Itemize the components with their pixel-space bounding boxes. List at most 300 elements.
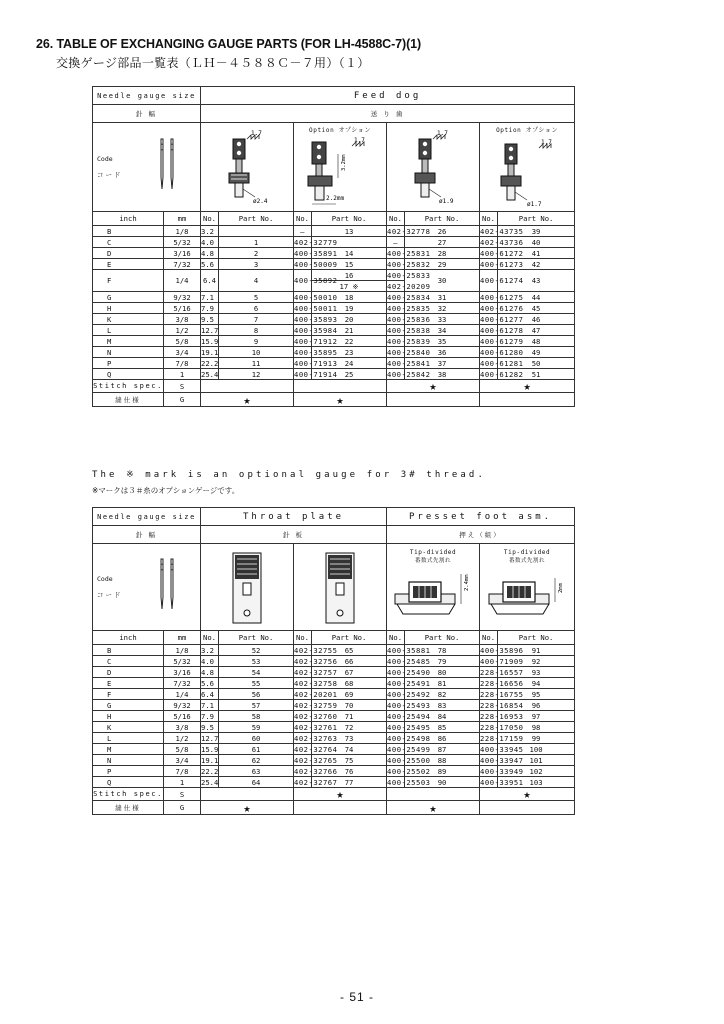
mm-cell: 4.0 [201,656,219,667]
code-cell: C [93,237,164,248]
part-no-header: Part No. [312,212,387,226]
mm-cell: 7.9 [201,303,219,314]
no-cell: 15 [312,259,387,270]
no-cell: 56 [219,689,294,700]
table-row [93,237,575,248]
code-cell: M [93,744,164,755]
no-cell: 53 [219,656,294,667]
inch-cell: 1/4 [164,689,201,700]
mm-cell: 3.2 [201,645,219,656]
part-no-cell: 400-33949 [480,766,524,776]
part-no-cell: 400-61272 [480,248,524,258]
part-no-cell: 400-25494 [387,711,431,721]
mm-cell: 7.1 [201,292,219,303]
part-no-cell: 400-25500 [387,755,431,765]
part-no-cell: 402-32759 [294,700,338,710]
code-cell: E [93,259,164,270]
inch-cell: 5/16 [164,303,201,314]
code-cell: C [93,656,164,667]
no-cell: 12 [219,369,294,380]
mm-cell: 4.8 [201,667,219,678]
mm-cell: 25.4 [201,369,219,379]
no-cell: 80 [405,667,480,678]
mm-cell: 3.2 [201,226,219,237]
stitch-spec-row [93,788,575,801]
page-title: 26. TABLE OF EXCHANGING GAUGE PARTS (FOR LH-4588C-7)(1) [36,37,422,51]
part-no-cell: — [294,226,312,237]
inch-cell: 3/8 [164,722,201,733]
feed-dog-option-icon [296,134,384,210]
part-no-cell: 400-61281 [480,358,524,368]
part-no-cell: 400-35881 [387,645,431,655]
table-row [93,325,575,336]
needle-icon [152,557,182,617]
page-subtitle-jp: 交換ゲージ部品一覧表（ＬＨ－４５８８Ｃ－７用）（１） [56,56,370,70]
no-cell: 76 [312,766,387,777]
part-no-cell: 228-16656 [480,678,524,688]
svg-text:2.2mm: 2.2mm [326,194,345,202]
table-row [93,667,575,678]
needle-gauge-jp: 針 幅 [93,105,201,123]
mm-cell: 22.2 [201,358,219,368]
no-cell [219,226,294,237]
part-no-cell: 400-61274 [480,270,498,292]
part-no-cell: 400-61282 [480,369,524,379]
no-cell: 19 [312,303,387,314]
stitch-spec-jp: 縫仕様 [93,801,164,815]
mm-header: mm [164,631,201,645]
part-no-cell: 400-25833 [387,270,431,280]
mm-header: mm [164,212,201,226]
no-cell: 55 [219,678,294,689]
code-cell: H [93,711,164,722]
inch-cell: 3/4 [164,347,201,358]
part-no-cell: 400-33951 [480,777,524,787]
code-cell: F [93,270,164,292]
no-cell: 33 [405,314,480,325]
needle-gauge-jp: 針 幅 [93,526,201,544]
part-no-cell: 402-32779 [294,237,338,247]
feed-dog-table [92,86,575,407]
no-cell: 13 [312,226,387,237]
mm-cell: 15.9 [201,336,219,346]
part-no-cell: 400-25490 [387,667,431,677]
inch-cell: 1 [164,777,201,788]
inch-cell: 7/8 [164,358,201,369]
tip-divided-jp: 番数式先割れ [509,557,546,564]
code-cell: M [93,336,164,347]
part-no-cell: 400-71909 [480,656,524,666]
stitch-g: G [164,801,201,815]
no-cell: 100 [498,744,575,755]
part-no-cell: 402-32760 [294,711,338,721]
mm-cell: 12.7 [201,325,219,335]
no-cell: 1 [219,237,294,248]
no-cell: 41 [498,248,575,259]
table-row [93,226,575,237]
part-no-cell: 400-25499 [387,744,431,754]
no-cell: 16 [312,270,387,281]
part-no-header: Part No. [312,631,387,645]
no-cell: 43 [498,270,575,292]
code-cell: P [93,766,164,777]
stitch-s: S [164,380,201,393]
code-cell: D [93,667,164,678]
part-no-cell: 402-32761 [294,722,338,732]
table-row [93,369,575,380]
stitch-spec-label: Stitch spec. [93,380,164,393]
part-no-cell: 228-16755 [480,689,524,699]
table-row [93,336,575,347]
no-cell: 90 [405,777,480,788]
mm-cell: 4.0 [201,237,219,248]
part-no-cell: 400-25839 [387,336,431,346]
throat-plate-illustration-1 [201,544,294,631]
throat-plate-header: Throat plate [201,508,387,526]
part-no-cell: 402-32766 [294,766,338,776]
no-cell: 28 [405,248,480,259]
part-no-cell: 400-50010 [294,292,338,302]
part-no-cell: 400-25485 [387,656,431,666]
table-row [93,744,575,755]
no-cell: 98 [498,722,575,733]
table-row [93,755,575,766]
inch-cell: 1/8 [164,226,201,237]
part-no-header: Part No. [498,212,575,226]
mm-cell: 5.6 [201,259,219,270]
part-no-cell: — [387,237,405,248]
no-cell: 21 [312,325,387,336]
no-cell: 31 [405,292,480,303]
no-cell: 89 [405,766,480,777]
no-cell: 17 ※ [312,281,387,292]
inch-cell: 3/8 [164,314,201,325]
option-label-2: Option オプション [496,126,559,134]
no-cell: 71 [312,711,387,722]
svg-text:1.7: 1.7 [541,138,552,146]
feed-dog-icon [389,125,477,209]
part-no-cell: 400-35891 [294,248,338,258]
no-cell: 61 [219,744,294,755]
no-cell: 60 [219,733,294,744]
no-cell: 84 [405,711,480,722]
star-mark: ★ [387,801,480,815]
no-cell: 69 [312,689,387,700]
no-cell: 85 [405,722,480,733]
no-cell: 95 [498,689,575,700]
no-cell: 44 [498,292,575,303]
part-no-cell: 400-25831 [387,248,431,258]
svg-text:2mm: 2mm [558,582,565,593]
presser-foot-header: Presset foot asm. [387,508,575,526]
no-cell: 9 [219,336,294,347]
part-no-cell: 228-17159 [480,733,524,743]
sub-header-row [93,212,575,226]
code-cell: E [93,678,164,689]
feed-dog-header: Feed dog [201,87,575,105]
presser-foot-icon [389,564,477,626]
star-mark: ★ [201,801,294,815]
inch-cell: 3/16 [164,248,201,259]
throat-plate-illustration-2 [294,544,387,631]
star-mark: ★ [201,393,294,407]
no-cell: 99 [498,733,575,744]
inch-header: inch [93,212,164,226]
no-cell: 52 [219,645,294,656]
code-label-jp: コード [97,171,123,179]
part-no-cell: 400-71912 [294,336,338,346]
inch-cell: 1/4 [164,270,201,292]
no-header: No. [480,212,498,226]
feed-dog-illustration-4 [480,123,575,212]
feed-dog-jp: 送 り 歯 [201,105,575,123]
no-cell: 11 [219,358,294,369]
inch-cell: 7/8 [164,766,201,777]
part-no-cell: 400-25495 [387,722,431,732]
part-no-cell: 400-25838 [387,325,431,335]
code-cell: N [93,755,164,766]
part-no-header: Part No. [405,212,480,226]
no-cell: 6 [219,303,294,314]
inch-cell: 9/32 [164,700,201,711]
no-cell: 103 [498,777,575,788]
part-no-cell: 228-17050 [480,722,524,732]
no-cell: 97 [498,711,575,722]
stitch-spec-label: Stitch spec. [93,788,164,801]
no-cell: 88 [405,755,480,766]
presser-foot-illustration-1 [387,544,480,631]
table-row [93,314,575,325]
table-row-f [93,270,575,281]
throat-plate-icon [217,547,277,627]
table-row [93,248,575,259]
no-cell: 10 [219,347,294,358]
no-cell: 45 [498,303,575,314]
code-cell: P [93,358,164,369]
svg-text:1.7: 1.7 [251,130,262,137]
no-cell: 34 [405,325,480,336]
stitch-spec-row [93,380,575,393]
no-cell: 57 [219,700,294,711]
table-row [93,766,575,777]
no-header: No. [480,631,498,645]
feed-dog-icon [203,125,291,209]
no-cell: 87 [405,744,480,755]
throat-plate-icon [310,547,370,627]
part-no-header: Part No. [498,631,575,645]
table-row [93,259,575,270]
part-no-cell: 400-25491 [387,678,431,688]
no-cell: 93 [498,667,575,678]
inch-cell: 9/32 [164,292,201,303]
mm-cell: 19.1 [201,755,219,765]
feed-dog-illustration-1 [201,123,294,212]
mm-cell: 7.9 [201,711,219,722]
tip-divided-label: Tip-divided [503,548,551,556]
no-cell: 96 [498,700,575,711]
code-label-cell [93,544,201,631]
code-cell: F [93,689,164,700]
no-cell: 65 [312,645,387,656]
inch-cell: 1 [164,369,201,380]
no-cell: 67 [312,667,387,678]
mm-cell: 22.2 [201,766,219,776]
no-header: No. [201,212,219,226]
no-cell: 7 [219,314,294,325]
svg-text:ø1.7: ø1.7 [527,200,542,208]
part-no-cell: 400-35892 [294,270,312,292]
code-cell: L [93,733,164,744]
no-cell: 86 [405,733,480,744]
table-row [93,733,575,744]
part-no-cell: 402-32756 [294,656,338,666]
part-no-cell: 400-61277 [480,314,524,324]
star-mark: ★ [387,380,480,393]
no-cell: 35 [405,336,480,347]
no-cell: 4 [219,270,294,292]
part-no-cell: 402-32767 [294,777,338,787]
part-no-cell: 400-35984 [294,325,338,335]
presser-foot-icon [483,564,571,626]
no-cell: 82 [405,689,480,700]
part-no-cell: 402-32755 [294,645,338,655]
svg-text:3.2mm: 3.2mm [341,153,348,171]
stitch-spec-jp-row [93,393,575,407]
stitch-s: S [164,788,201,801]
inch-cell: 7/32 [164,259,201,270]
part-no-cell: 400-61276 [480,303,524,313]
part-no-cell: 400-25841 [387,358,431,368]
part-no-header: Part No. [219,212,294,226]
no-cell: 62 [219,755,294,766]
inch-cell: 5/16 [164,711,201,722]
no-cell: 2 [219,248,294,259]
no-cell: 79 [405,656,480,667]
table-row [93,656,575,667]
no-cell: 27 [405,237,480,248]
svg-text:ø2.4: ø2.4 [253,198,268,205]
stitch-spec-jp: 縫仕様 [93,393,164,407]
part-no-cell: 402-32778 [387,226,431,236]
no-header: No. [387,212,405,226]
no-cell: 72 [312,722,387,733]
inch-header: inch [93,631,164,645]
option-label-1: Option オプション [309,126,371,134]
part-no-cell: 228-16557 [480,667,524,677]
part-no-cell: 228-16953 [480,711,524,721]
part-no-cell: 402-32765 [294,755,338,765]
part-no-cell: 400-25835 [387,303,431,313]
no-cell: 81 [405,678,480,689]
mm-cell: 25.4 [201,777,219,787]
code-cell: K [93,722,164,733]
feed-dog-option-icon [483,134,571,210]
code-cell: B [93,226,164,237]
inch-cell: 5/32 [164,656,201,667]
part-no-cell: 400-35895 [294,347,338,357]
throat-plate-jp: 針 板 [201,526,387,544]
needle-icon [152,137,182,197]
mm-cell: 9.5 [201,314,219,325]
part-no-header: Part No. [219,631,294,645]
inch-cell: 5/8 [164,744,201,755]
code-cell: G [93,700,164,711]
no-cell: 48 [498,336,575,347]
no-cell: 83 [405,700,480,711]
part-no-cell: 400-61280 [480,347,524,357]
no-cell: 70 [312,700,387,711]
part-no-cell: 400-33947 [480,755,524,765]
no-cell: 74 [312,744,387,755]
optional-gauge-note-jp: ※マークは３＃糸のオプションゲージです。 [92,486,240,495]
no-cell: 64 [219,777,294,788]
part-no-cell: 228-16854 [480,700,524,710]
no-cell: 24 [312,358,387,369]
code-label-cell [93,123,201,212]
no-cell: 59 [219,722,294,733]
no-cell: 94 [498,678,575,689]
table-row [93,689,575,700]
code-cell: G [93,292,164,303]
code-cell: N [93,347,164,358]
part-no-header: Part No. [405,631,480,645]
no-cell: 92 [498,656,575,667]
no-cell: 26 [405,226,480,237]
no-cell: 37 [405,358,480,369]
no-cell: 23 [312,347,387,358]
part-no-cell: 400-50011 [294,303,338,313]
code-cell: D [93,248,164,259]
no-cell: 20 [312,314,387,325]
no-cell: 42 [498,259,575,270]
mm-cell: 4.8 [201,248,219,259]
table-row [93,303,575,314]
no-cell: 75 [312,755,387,766]
no-cell: 77 [312,777,387,788]
code-cell: H [93,303,164,314]
no-cell: 38 [405,369,480,380]
stitch-spec-jp-row [93,801,575,815]
no-cell: 49 [498,347,575,358]
star-mark: ★ [294,788,387,801]
presser-foot-jp: 押え（組） [387,526,575,544]
part-no-cell: 400-25836 [387,314,431,324]
sub-header-row [93,631,575,645]
part-no-cell: 400-50009 [294,259,338,269]
star-mark: ★ [480,788,575,801]
part-no-cell: 402-43735 [480,226,524,236]
svg-text:1.7: 1.7 [437,130,448,137]
feed-dog-illustration-3 [387,123,480,212]
no-header: No. [294,212,312,226]
page-number: - 51 - [340,990,375,1004]
code-label-jp: コード [97,591,123,599]
part-no-cell: 402-32758 [294,678,338,688]
code-cell: B [93,645,164,656]
mm-cell: 7.1 [201,700,219,711]
mm-cell: 15.9 [201,744,219,754]
table-row [93,777,575,788]
tip-divided-jp: 番数式先割れ [415,557,452,564]
needle-gauge-size-header: Needle gauge size [93,87,201,105]
mm-cell: 6.4 [201,270,219,292]
no-cell: 54 [219,667,294,678]
no-cell: 46 [498,314,575,325]
inch-cell: 3/16 [164,667,201,678]
no-cell: 63 [219,766,294,777]
no-cell: 18 [312,292,387,303]
part-no-cell: 400-25493 [387,700,431,710]
